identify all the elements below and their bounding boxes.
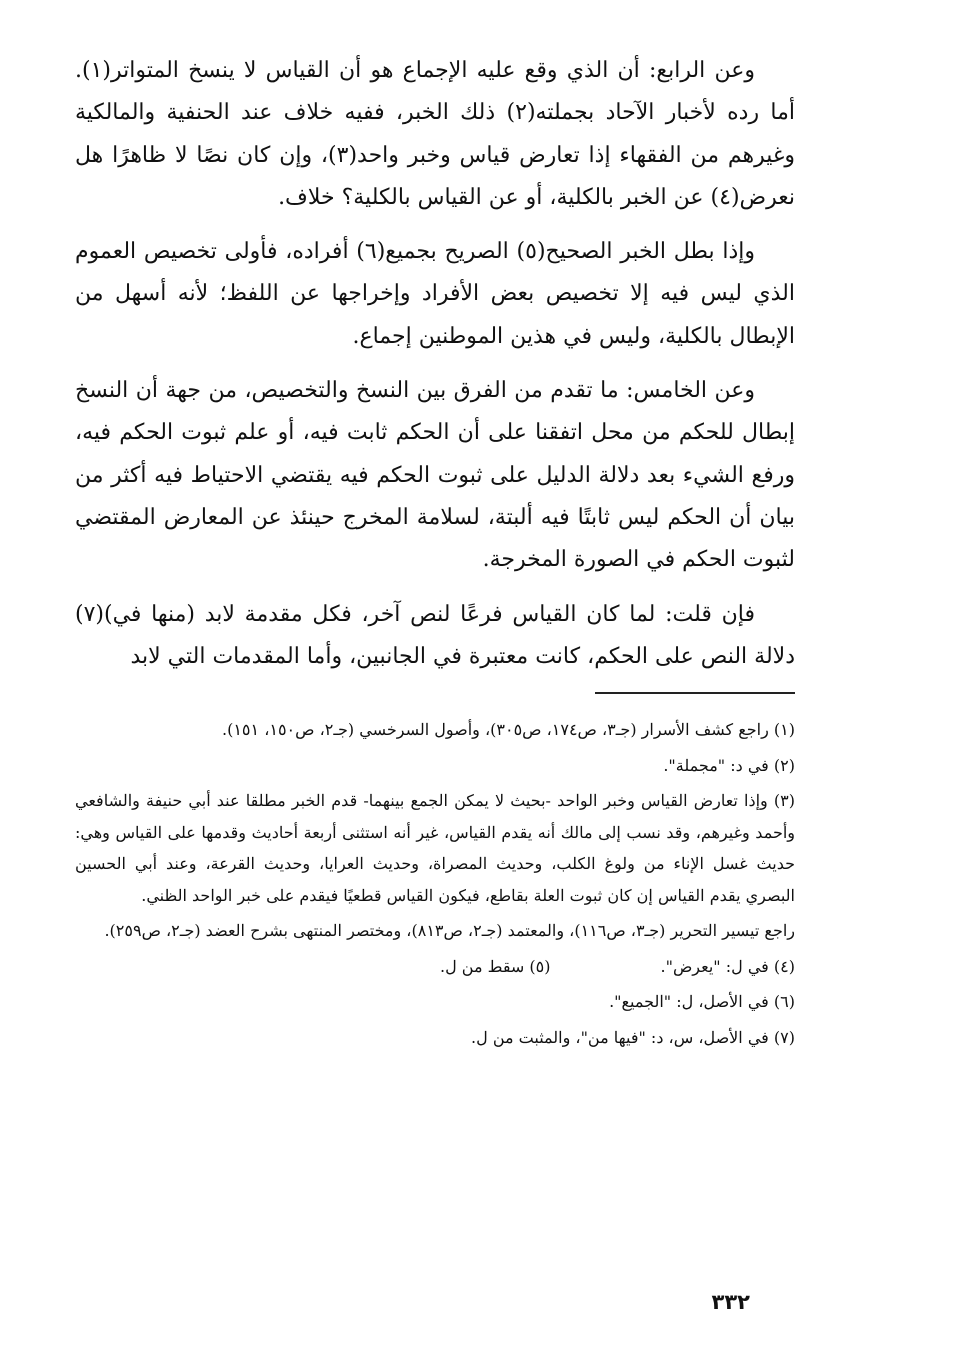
body-paragraph-3: وعن الخامس: ما تقدم من الفرق بين النسخ والتخصيص، من جهة أن النسخ إبطال للحكم من محل اتفقنا على أن الحكم ثابت فيه، أو علم ثبوت الحكم فيه، ورفع الشيء بعد دلالة الدليل على ثبوت الحكم فيه يقتضي الاحتياط فيه أكثر من بيان أن الحكم ليس ثابتًا فيه ألبتة، لسلامة المخرج حينئذ عن المعارض المقتضي لثبوت الحكم في الصورة المخرجة. (75, 378, 795, 573)
body-paragraph-2: وإذا بطل الخبر الصحيح(٥) الصريح بجميع(٦) أفراده، فأولى تخصيص العموم الذي ليس فيه إلا تخصيص بعض الأفراد وإخراجها عن اللفظ؛ لأنه أسهل من الإبطال بالكلية، وليس في هذين الموطنين إجماع. (75, 239, 795, 349)
footnote-1: (١) راجع كشف الأسرار (جـ٣، ص١٧٤، ص٣٠٥)، وأصول السرخسي (جـ٢، ص١٥٠، ١٥١). (222, 720, 795, 740)
body-paragraph-4: فإن قلت: لما كان القياس فرعًا لنص آخر، فكل مقدمة لابد (منها في)(٧) دلالة النص على الحكم، كانت معتبرة في الجانبين، وأما المقدمات التي لابد (75, 601, 795, 669)
footnotes (75, 714, 795, 1053)
footnote-4: (٤) في ل: "يعرض". (660, 956, 795, 976)
footnote-3-references: راجع تيسير التحرير (جـ٣، ص١١٦)، والمعتمد (جـ٢، ص٨١٣)، ومختصر المنتهى بشرح العضد (جـ٢، ص٢٥٩). (104, 921, 795, 941)
footnote-7: (٧) في الأصل، س، د: "فيها من"، والمثبت من ل. (471, 1027, 795, 1047)
footnote-separator (595, 692, 795, 694)
footnote-2: (٢) في د: "مجملة". (663, 755, 795, 775)
footnote-6: (٦) في الأصل، ل: "الجميع". (609, 992, 795, 1012)
body-paragraph-1: وعن الرابع: أن الذي وقع عليه الإجماع هو أن القياس لا ينسخ المتواتر(١). أما رده لأخبار الآحاد بجملته(٢) ذلك الخبر، ففيه خلاف عند الحنفية والمالكية وغيرهم من الفقهاء إذا تعارض قياس وخبر واحد(٣)، وإن كان نصًا لا ظاهرًا هل نعرض(٤) عن الخبر بالكلية، أو عن القياس بالكلية؟ خلاف. (75, 58, 796, 210)
footnote-row-4-5 (75, 951, 795, 983)
document-page (75, 50, 795, 1057)
footnote-3: (٣) وإذا تعارض القياس وخبر الواحد -بحيث لا يمكن الجمع بينهما- قدم الخبر مطلقا عند أبي حنيفة والشافعي وأحمد وغيرهم، وقد نسب إلى مالك أنه يقدم القياس، غير أنه استثنى أربعة أحاديث وقدمها على القياس وهي: حديث غسل الإناء من ولوغ الكلب، وحديث المصراة، وحديث العرايا، وحديث القرعة، وعند أبي الحسين البصري يقدم القياس إن كان ثبوت العلة بقاطع، فيكون القياس قطعيًا فيقدم على خبر الواحد الظني. (75, 791, 796, 905)
footnote-5: (٥) سقط من ل. (440, 956, 551, 976)
page-number: ٣٣٢ (711, 1290, 750, 1314)
